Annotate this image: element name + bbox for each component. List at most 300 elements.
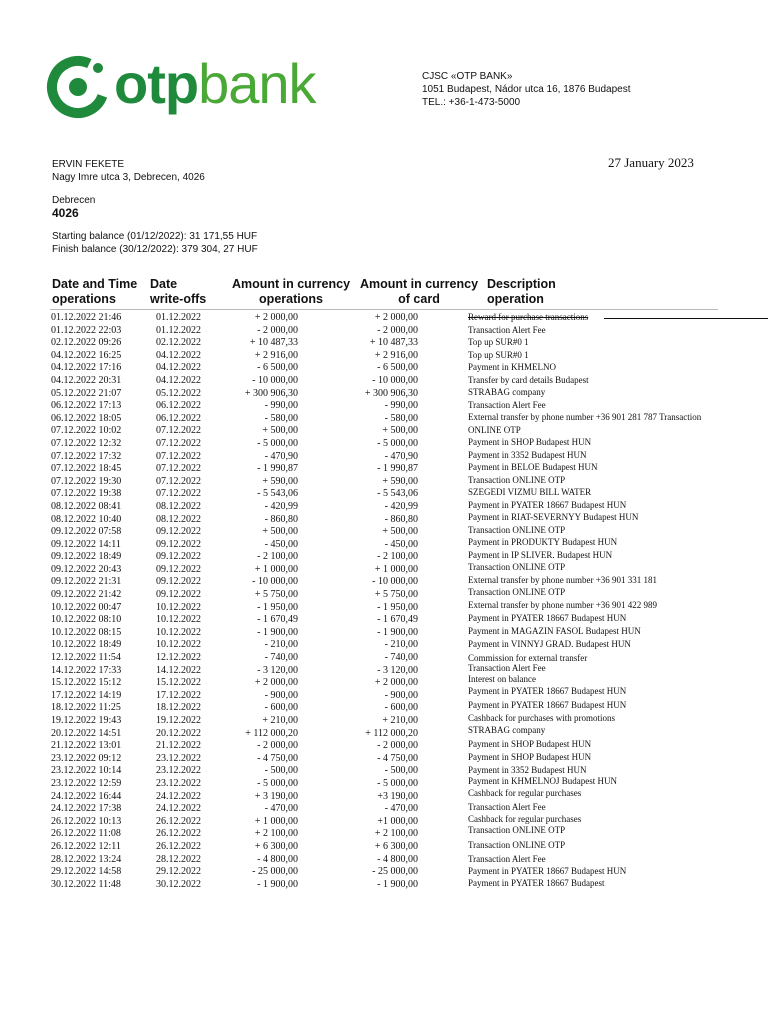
finish-balance: Finish balance (30/12/2022): 379 304, 27 HUF <box>52 244 258 255</box>
row-amount-operation: - 860,80 <box>264 513 298 525</box>
row-datetime: 04.12.2022 17:16 <box>51 362 122 374</box>
row-writeoff: 12.12.2022 <box>156 652 201 664</box>
header-desc-line1: Description <box>487 277 556 291</box>
table-row <box>0 866 768 879</box>
row-amount-card: - 2 100,00 <box>377 551 418 563</box>
row-datetime: 29.12.2022 14:58 <box>51 866 122 878</box>
row-amount-card: - 470,00 <box>384 803 418 815</box>
row-amount-operation: - 900,00 <box>264 689 298 701</box>
row-amount-operation: + 2 000,00 <box>254 312 298 323</box>
row-writeoff: 01.12.2022 <box>156 312 201 323</box>
row-amount-card: - 450,00 <box>384 538 418 550</box>
row-amount-card: - 1 990,87 <box>377 463 418 475</box>
row-amount-card: - 900,00 <box>384 689 418 701</box>
row-amount-card: + 210,00 <box>382 715 418 726</box>
table-row <box>0 463 768 476</box>
row-datetime: 12.12.2022 11:54 <box>51 652 121 664</box>
description-line: Payment in SHOP Budapest HUN <box>468 752 592 762</box>
table-row <box>0 375 768 388</box>
table-row <box>0 778 768 791</box>
row-amount-operation: + 112 000,20 <box>245 727 298 739</box>
bank-tel: TEL.: +36-1-473-5000 <box>422 97 521 108</box>
customer-name: ERVIN FEKETE <box>52 159 125 170</box>
header-amount-card-line1: Amount in currency <box>359 277 479 291</box>
row-datetime: 08.12.2022 08:41 <box>51 500 122 512</box>
logo-wordmark <box>114 52 316 116</box>
row-amount-card: - 5 543,06 <box>377 488 418 500</box>
row-writeoff: 14.12.2022 <box>156 664 201 676</box>
row-writeoff: 09.12.2022 <box>156 551 201 563</box>
row-datetime: 07.12.2022 18:45 <box>51 463 122 475</box>
row-amount-operation: - 470,90 <box>264 450 298 462</box>
description-line: Top up SUR#0 1 <box>468 349 529 360</box>
table-row <box>0 539 768 552</box>
row-amount-card: - 1 900,00 <box>377 878 418 890</box>
row-datetime: 09.12.2022 14:11 <box>51 538 121 550</box>
table-row <box>0 828 768 841</box>
row-datetime: 14.12.2022 17:33 <box>51 664 122 676</box>
table-row <box>0 614 768 627</box>
row-datetime: 06.12.2022 18:05 <box>51 412 122 424</box>
row-amount-card: - 210,00 <box>384 639 418 651</box>
description-line: ONLINE OTP <box>468 424 521 435</box>
logo-bank: bank <box>198 52 316 115</box>
row-writeoff: 10.12.2022 <box>156 614 201 626</box>
row-writeoff: 08.12.2022 <box>156 500 201 512</box>
row-writeoff: 10.12.2022 <box>156 626 201 638</box>
row-writeoff: 06.12.2022 <box>156 400 201 412</box>
row-amount-operation: - 5 000,00 <box>257 437 298 449</box>
description-line: External transfer by phone number +36 901 281 787 Transaction <box>468 412 702 422</box>
table-row <box>0 665 768 678</box>
table-row <box>0 652 768 665</box>
description-line: Transfer by card details Budapest <box>468 374 589 385</box>
row-writeoff: 04.12.2022 <box>156 374 201 386</box>
table-row <box>0 514 768 527</box>
bank-name: CJSC «OTP BANK» <box>422 71 513 82</box>
row-datetime: 20.12.2022 14:51 <box>51 727 122 739</box>
row-writeoff: 23.12.2022 <box>156 765 201 777</box>
customer-address: Nagy Imre utca 3, Debrecen, 4026 <box>52 172 205 183</box>
table-row <box>0 765 768 778</box>
row-amount-operation: - 4 750,00 <box>257 752 298 764</box>
header-amount-op-line2: operations <box>259 292 323 306</box>
row-datetime: 01.12.2022 21:46 <box>51 312 122 323</box>
row-datetime: 09.12.2022 21:31 <box>51 576 122 588</box>
table-row <box>0 879 768 892</box>
row-writeoff: 26.12.2022 <box>156 815 201 827</box>
description-line: Transaction ONLINE OTP <box>468 562 566 572</box>
row-writeoff: 07.12.2022 <box>156 463 201 475</box>
row-amount-operation: - 6 500,00 <box>257 362 298 374</box>
row-amount-card: + 300 906,30 <box>364 387 418 399</box>
row-amount-card: + 2 916,00 <box>374 349 418 361</box>
row-writeoff: 18.12.2022 <box>156 702 201 714</box>
table-row <box>0 791 768 804</box>
row-datetime: 04.12.2022 20:31 <box>51 374 122 386</box>
table-row <box>0 337 768 350</box>
row-writeoff: 15.12.2022 <box>156 677 201 689</box>
row-amount-operation: - 2 000,00 <box>257 324 298 336</box>
description-line: STRABAG company <box>468 725 546 735</box>
row-writeoff: 04.12.2022 <box>156 349 201 361</box>
description-line: Transaction ONLINE OTP <box>468 474 566 485</box>
description-line: Payment in 3352 Budapest HUN <box>468 449 587 460</box>
strike-rule <box>604 318 768 319</box>
row-amount-card: - 420,99 <box>384 500 418 512</box>
table-row <box>0 551 768 564</box>
header-writeoff <box>150 277 206 307</box>
row-datetime: 07.12.2022 12:32 <box>51 437 122 449</box>
row-amount-operation: - 1 950,00 <box>257 601 298 613</box>
customer-city: Debrecen <box>52 195 96 206</box>
row-datetime: 10.12.2022 08:10 <box>51 614 122 626</box>
row-amount-card: - 25 000,00 <box>372 866 418 878</box>
row-writeoff: 09.12.2022 <box>156 589 201 601</box>
row-amount-card: - 4 800,00 <box>377 853 418 865</box>
table-row <box>0 841 768 854</box>
table-row <box>0 803 768 816</box>
table-row <box>0 715 768 728</box>
row-datetime: 06.12.2022 17:13 <box>51 400 122 412</box>
header-amount-card <box>356 277 482 307</box>
row-amount-card: + 5 750,00 <box>374 589 418 601</box>
table-row <box>0 438 768 451</box>
row-datetime: 10.12.2022 18:49 <box>51 639 122 651</box>
description-line: Payment in 3352 Budapest HUN <box>468 765 587 775</box>
header-datetime <box>52 277 137 307</box>
row-writeoff: 21.12.2022 <box>156 740 201 752</box>
row-amount-operation: - 1 900,00 <box>257 626 298 638</box>
row-amount-card: + 10 487,33 <box>369 337 418 349</box>
header-datetime-line1: Date and Time <box>52 277 138 291</box>
table-row <box>0 627 768 640</box>
row-amount-operation: - 990,00 <box>264 400 298 412</box>
table-row <box>0 488 768 501</box>
row-amount-operation: - 500,00 <box>264 765 298 777</box>
header-amount-operation <box>228 277 354 307</box>
row-writeoff: 08.12.2022 <box>156 513 201 525</box>
row-amount-card: - 5 000,00 <box>377 437 418 449</box>
description-line: Transaction Alert Fee <box>468 663 546 673</box>
row-amount-card: - 1 670,49 <box>377 614 418 626</box>
row-amount-card: + 2 000,00 <box>374 677 418 689</box>
logo-otp: otp <box>114 52 199 115</box>
row-writeoff: 06.12.2022 <box>156 412 201 424</box>
row-writeoff: 07.12.2022 <box>156 450 201 462</box>
row-amount-operation: + 5 750,00 <box>254 589 298 601</box>
description-line: Payment in PYATER 18667 Budapest HUN <box>468 700 627 710</box>
row-amount-operation: - 450,00 <box>264 538 298 550</box>
row-amount-operation: + 590,00 <box>262 475 298 487</box>
description-line: Payment in PYATER 18667 Budapest HUN <box>468 499 627 510</box>
row-amount-operation: + 300 906,30 <box>244 387 298 399</box>
row-writeoff: 10.12.2022 <box>156 639 201 651</box>
row-amount-operation: - 420,99 <box>264 500 298 512</box>
row-datetime: 28.12.2022 13:24 <box>51 853 122 865</box>
row-datetime: 07.12.2022 10:02 <box>51 425 122 437</box>
row-datetime: 05.12.2022 21:07 <box>51 387 122 399</box>
row-datetime: 02.12.2022 09:26 <box>51 337 122 349</box>
row-amount-operation: - 210,00 <box>264 639 298 651</box>
statement-date: 27 January 2023 <box>608 155 694 170</box>
description-line: Transaction ONLINE OTP <box>468 840 566 850</box>
table-row <box>0 639 768 652</box>
description-line: SZEGEDI VIZMU BILL WATER <box>468 487 592 497</box>
row-amount-card: - 740,00 <box>384 652 418 664</box>
row-datetime: 21.12.2022 13:01 <box>51 740 122 752</box>
row-datetime: 09.12.2022 21:42 <box>51 589 122 601</box>
row-datetime: 09.12.2022 18:49 <box>51 551 122 563</box>
row-writeoff: 05.12.2022 <box>156 387 201 399</box>
description-line: Payment in SHOP Budapest HUN <box>468 739 592 749</box>
description-line: Interest on balance <box>468 674 536 684</box>
row-amount-operation: + 2 100,00 <box>254 828 298 840</box>
row-writeoff: 17.12.2022 <box>156 689 201 701</box>
row-amount-card: - 860,80 <box>384 513 418 525</box>
row-amount-operation: - 4 800,00 <box>257 853 298 865</box>
description-line: Payment in BELOE Budapest HUN <box>468 462 598 472</box>
header-writeoff-line2: write-offs <box>150 292 207 306</box>
table-row <box>0 690 768 703</box>
row-amount-operation: - 580,00 <box>264 412 298 424</box>
row-datetime: 07.12.2022 19:38 <box>51 488 122 500</box>
row-amount-card: + 1 000,00 <box>374 563 418 575</box>
row-writeoff: 28.12.2022 <box>156 853 201 865</box>
description-line: Commission for external transfer <box>468 653 588 663</box>
description-line: Transaction ONLINE OTP <box>468 587 566 597</box>
table-row <box>0 728 768 741</box>
description-line: Reward for purchase transactions <box>468 312 589 322</box>
row-amount-card: + 6 300,00 <box>374 840 418 852</box>
table-row <box>0 702 768 715</box>
row-datetime: 19.12.2022 19:43 <box>51 715 122 726</box>
row-writeoff: 26.12.2022 <box>156 828 201 840</box>
row-amount-card: + 500,00 <box>382 526 418 538</box>
row-amount-operation: - 5 543,06 <box>257 488 298 500</box>
header-datetime-line2: operations <box>52 292 116 306</box>
row-datetime: 26.12.2022 12:11 <box>51 840 121 852</box>
row-amount-card: - 6 500,00 <box>377 362 418 374</box>
row-amount-operation: + 1 000,00 <box>254 815 298 827</box>
row-amount-operation: + 1 000,00 <box>254 563 298 575</box>
row-amount-operation: + 2 000,00 <box>254 677 298 689</box>
row-amount-operation: + 2 916,00 <box>254 349 298 361</box>
description-line: Transaction Alert Fee <box>468 802 546 812</box>
row-amount-operation: + 210,00 <box>262 715 298 726</box>
bank-address: 1051 Budapest, Nádor utca 16, 1876 Budapest <box>422 84 631 95</box>
row-datetime: 15.12.2022 15:12 <box>51 677 122 689</box>
description-line: Transaction ONLINE OTP <box>468 524 566 535</box>
starting-balance: Starting balance (01/12/2022): 31 171,55 HUF <box>52 231 258 242</box>
row-amount-card: +3 190,00 <box>377 790 418 802</box>
table-row <box>0 388 768 401</box>
row-writeoff: 24.12.2022 <box>156 803 201 815</box>
row-amount-operation: - 600,00 <box>264 702 298 714</box>
row-datetime: 04.12.2022 16:25 <box>51 349 122 361</box>
row-datetime: 01.12.2022 22:03 <box>51 324 122 336</box>
row-amount-card: - 4 750,00 <box>377 752 418 764</box>
description-line: Transaction ONLINE OTP <box>468 825 566 835</box>
table-row <box>0 677 768 690</box>
row-datetime: 23.12.2022 12:59 <box>51 777 122 789</box>
row-writeoff: 09.12.2022 <box>156 526 201 538</box>
description-line: Cashback for regular purchases <box>468 814 582 824</box>
row-writeoff: 19.12.2022 <box>156 715 201 726</box>
row-amount-card: + 2 100,00 <box>374 828 418 840</box>
row-amount-operation: + 6 300,00 <box>254 840 298 852</box>
description-line: Payment in SHOP Budapest HUN <box>468 437 592 447</box>
row-datetime: 08.12.2022 10:40 <box>51 513 122 525</box>
header-description <box>487 277 556 307</box>
description-line: Transaction Alert Fee <box>468 854 546 864</box>
row-writeoff: 23.12.2022 <box>156 752 201 764</box>
row-writeoff: 09.12.2022 <box>156 538 201 550</box>
row-amount-operation: - 2 100,00 <box>257 551 298 563</box>
header-writeoff-line1: Date <box>150 277 178 291</box>
header-amount-op-line1: Amount in currency <box>231 277 351 291</box>
row-amount-card: + 112 000,20 <box>365 727 418 739</box>
row-amount-card: - 3 120,00 <box>377 664 418 676</box>
table-row <box>0 476 768 489</box>
row-amount-operation: + 3 190,00 <box>254 790 298 802</box>
row-writeoff: 30.12.2022 <box>156 878 201 890</box>
row-writeoff: 09.12.2022 <box>156 563 201 575</box>
row-writeoff: 20.12.2022 <box>156 727 201 739</box>
row-datetime: 24.12.2022 16:44 <box>51 790 122 802</box>
description-line: Payment in PYATER 18667 Budapest HUN <box>468 866 627 876</box>
row-amount-card: - 5 000,00 <box>377 777 418 789</box>
table-row <box>0 753 768 766</box>
row-amount-card: - 990,00 <box>384 400 418 412</box>
row-amount-operation: - 470,00 <box>264 803 298 815</box>
row-datetime: 07.12.2022 19:30 <box>51 475 122 487</box>
row-amount-card: - 1 900,00 <box>377 626 418 638</box>
row-amount-operation: - 2 000,00 <box>257 740 298 752</box>
row-datetime: 17.12.2022 14:19 <box>51 689 122 701</box>
row-writeoff: 07.12.2022 <box>156 437 201 449</box>
header-amount-card-line2: of card <box>398 292 440 306</box>
row-writeoff: 01.12.2022 <box>156 324 201 336</box>
row-writeoff: 09.12.2022 <box>156 576 201 588</box>
row-amount-operation: - 1 900,00 <box>257 878 298 890</box>
row-amount-card: - 2 000,00 <box>377 740 418 752</box>
customer-postcode: 4026 <box>52 206 79 220</box>
description-line: Payment in PYATER 18667 Budapest HUN <box>468 686 627 696</box>
row-amount-card: - 2 000,00 <box>377 324 418 336</box>
row-amount-card: + 2 000,00 <box>374 312 418 323</box>
description-line: Payment in KHMELNO <box>468 362 556 372</box>
row-amount-card: - 600,00 <box>384 702 418 714</box>
row-writeoff: 10.12.2022 <box>156 601 201 613</box>
description-line: Payment in MAGAZIN FASOL Budapest HUN <box>468 626 641 636</box>
description-line: Top up SUR#0 1 <box>468 337 529 347</box>
row-amount-operation: - 1 990,87 <box>257 463 298 475</box>
row-writeoff: 02.12.2022 <box>156 337 201 349</box>
table-row <box>0 451 768 464</box>
row-amount-operation: + 500,00 <box>262 526 298 538</box>
row-datetime: 26.12.2022 11:08 <box>51 828 121 840</box>
description-line: Payment in VINNYJ GRAD. Budapest HUN <box>468 639 631 649</box>
customer-block <box>52 158 205 184</box>
row-amount-operation: - 25 000,00 <box>252 866 298 878</box>
description-line: Payment in PYATER 18667 Budapest HUN <box>468 613 627 623</box>
row-amount-card: - 470,90 <box>384 450 418 462</box>
row-datetime: 30.12.2022 11:48 <box>51 878 121 890</box>
row-datetime: 23.12.2022 10:14 <box>51 765 122 777</box>
row-amount-operation: + 500,00 <box>262 425 298 437</box>
table-row <box>0 350 768 363</box>
row-writeoff: 07.12.2022 <box>156 425 201 437</box>
description-line: STRABAG company <box>468 387 546 397</box>
row-amount-operation: - 1 670,49 <box>257 614 298 626</box>
row-writeoff: 23.12.2022 <box>156 777 201 789</box>
row-amount-operation: + 10 487,33 <box>249 337 298 349</box>
table-row <box>0 325 768 338</box>
row-amount-card: - 1 950,00 <box>377 601 418 613</box>
row-amount-operation: - 3 120,00 <box>257 664 298 676</box>
header-divider <box>50 309 718 310</box>
table-row <box>0 425 768 438</box>
row-datetime: 10.12.2022 08:15 <box>51 626 122 638</box>
row-amount-operation: - 740,00 <box>264 652 298 664</box>
row-amount-card: - 500,00 <box>384 765 418 777</box>
row-writeoff: 29.12.2022 <box>156 866 201 878</box>
row-datetime: 26.12.2022 10:13 <box>51 815 122 827</box>
row-amount-operation: - 10 000,00 <box>252 576 298 588</box>
description-line: Payment in IP SLIVER. Budapest HUN <box>468 549 613 560</box>
row-datetime: 23.12.2022 09:12 <box>51 752 122 764</box>
table-row <box>0 400 768 413</box>
description-line: Payment in PYATER 18667 Budapest <box>468 878 605 888</box>
row-writeoff: 07.12.2022 <box>156 475 201 487</box>
row-amount-card: +1 000,00 <box>377 815 418 827</box>
row-amount-card: - 10 000,00 <box>372 576 418 588</box>
description-line: Transaction Alert Fee <box>468 324 546 335</box>
table-row <box>0 362 768 375</box>
table-row <box>0 816 768 829</box>
row-datetime: 24.12.2022 17:38 <box>51 803 122 815</box>
balances <box>52 230 258 256</box>
table-row <box>0 854 768 867</box>
description-line: Cashback for regular purchases <box>468 788 582 798</box>
row-datetime: 09.12.2022 20:43 <box>51 563 122 575</box>
header-desc-line2: operation <box>487 292 544 306</box>
description-line: Cashback for purchases with promotions <box>468 713 615 723</box>
description-line: Payment in RIAT-SEVERNYY Budapest HUN <box>468 512 639 522</box>
description-line: External transfer by phone number +36 901 331 181 <box>468 574 658 585</box>
description-line: External transfer by phone number +36 901 422 989 <box>468 599 658 610</box>
row-datetime: 07.12.2022 17:32 <box>51 450 122 462</box>
row-writeoff: 04.12.2022 <box>156 362 201 374</box>
row-amount-card: + 590,00 <box>382 475 418 487</box>
row-writeoff: 07.12.2022 <box>156 488 201 500</box>
row-amount-card: - 10 000,00 <box>372 374 418 386</box>
row-datetime: 10.12.2022 00:47 <box>51 601 122 613</box>
row-amount-operation: - 10 000,00 <box>252 374 298 386</box>
table-row <box>0 501 768 514</box>
row-amount-card: + 500,00 <box>382 425 418 437</box>
row-datetime: 18.12.2022 11:25 <box>51 702 121 714</box>
row-writeoff: 24.12.2022 <box>156 790 201 802</box>
bank-info <box>422 70 631 109</box>
row-writeoff: 26.12.2022 <box>156 840 201 852</box>
table-row <box>0 740 768 753</box>
table-row <box>0 526 768 539</box>
row-amount-operation: - 5 000,00 <box>257 777 298 789</box>
row-datetime: 09.12.2022 07:58 <box>51 526 122 538</box>
row-amount-card: - 580,00 <box>384 412 418 424</box>
